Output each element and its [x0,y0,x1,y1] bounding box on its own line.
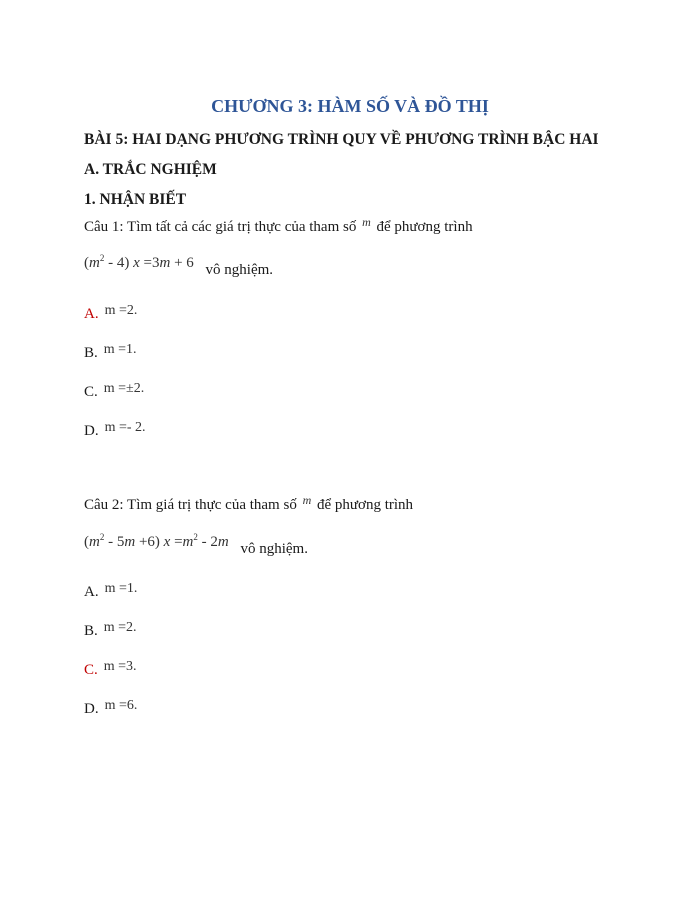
option-value: m =2. [103,620,137,635]
option-value: m =2. [104,303,138,318]
question-1-prompt-after: để phương trình [376,219,473,235]
option-letter: A. [84,306,99,322]
option-value: m =6. [104,698,138,713]
option-letter: D. [84,423,99,439]
option-value: m =1. [103,342,137,357]
question-2-prompt-before: Câu 2: Tìm giá trị thực của tham số [84,497,297,513]
question-1-equation-expr: $(m^2 - 4)$ x =3m + 6 [84,253,194,271]
option-letter: D. [84,701,99,717]
question-1-option-c[interactable] [84,381,145,401]
option-letter: C. [84,384,98,400]
question-1-option-a[interactable] [84,303,138,323]
question-1-equation-tail: vô nghiệm. [205,262,274,278]
question-1-option-b[interactable] [84,342,137,362]
section-title: A. TRẮC NGHIỆM [84,161,217,178]
question-2-equation [84,532,308,558]
chapter-title: CHƯƠNG 3: HÀM SỐ VÀ ĐỒ THỊ [211,96,489,116]
question-2-equation-tail: vô nghiệm. [240,541,308,557]
question-2-option-d[interactable] [84,698,138,718]
question-1-param: m [362,215,371,229]
question-2-option-c[interactable] [84,659,137,679]
question-1-prompt-before: Câu 1: Tìm tất cả các giá trị thực của tham số [84,219,357,235]
lesson-title: BÀI 5: HAI DẠNG PHƯƠNG TRÌNH QUY VỀ PHƯƠNG TRÌNH BẬC HAI [84,131,599,148]
option-letter: B. [84,345,98,361]
question-2-prompt [84,493,414,514]
question-2-option-b[interactable] [84,620,137,640]
question-2-prompt-after: để phương trình [316,497,414,513]
subsection-title: 1. NHẬN BIẾT [84,191,187,208]
option-letter: C. [84,662,98,678]
option-value: m =3. [103,659,137,674]
option-letter: B. [84,623,98,639]
question-2-param: m [302,493,312,507]
option-value: m =1. [104,581,138,596]
question-2-equation-expr: $(m^2 - 5m +6)$ $x =m^2 - 2m$ [84,532,229,550]
option-value: m =- 2. [104,420,146,435]
question-1-option-d[interactable] [84,420,146,440]
option-value: m =±2. [103,381,145,396]
question-1-equation [84,253,274,279]
question-2-option-a[interactable] [84,581,138,601]
option-letter: A. [84,584,99,600]
question-1-prompt [84,215,473,236]
